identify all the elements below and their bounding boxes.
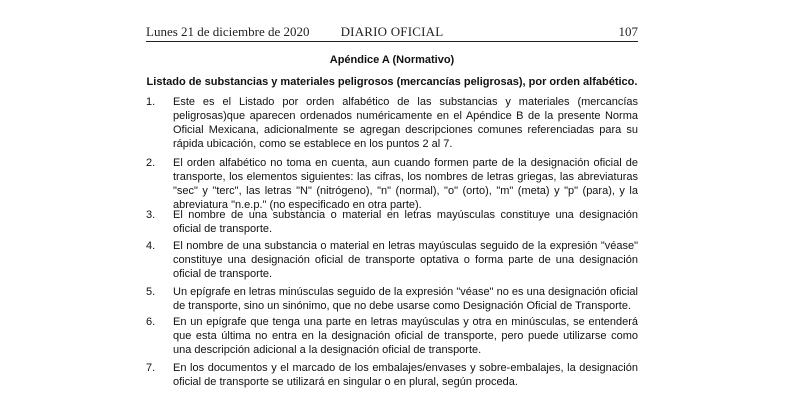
- item-number: 3.: [146, 209, 156, 221]
- item-text: El nombre de una substancia o material en letras mayúsculas constituye una designación oficial de transporte.: [173, 209, 638, 235]
- item-number: 7.: [146, 362, 156, 374]
- header-date: Lunes 21 de diciembre de 2020: [146, 24, 310, 39]
- appendix-subtitle: Listado de substancias y materiales peligrosos (mercancías peligrosas), por orden alfabético.: [146, 76, 638, 88]
- item-text: El nombre de una substancia o material en letras mayúsculas seguido de la expresión "véase" constituye una designación oficial de transporte optativa o forma parte de una designación oficial de transporte.: [173, 240, 638, 280]
- header-publication: DIARIO OFICIAL: [340, 24, 444, 39]
- item-number: 2.: [146, 157, 156, 169]
- header-page-number: 107: [618, 24, 638, 39]
- header-rule: [146, 41, 638, 42]
- item-number: 4.: [146, 240, 156, 252]
- item-number: 5.: [146, 286, 156, 298]
- item-text: El orden alfabético no toma en cuenta, aun cuando formen parte de la designación oficial de transporte, los elementos siguientes: las cifras, los nombres de letras griegas, las abreviaturas "sec" y "terc", las letras "N" (nitrógeno), "n" (normal), "o" (orto), "m" (meta) y "p" (para), y la abreviatura "n.e.p." (no especificado en otra parte).: [173, 157, 638, 211]
- item-number: 1.: [146, 96, 156, 108]
- item-number: 6.: [146, 316, 156, 328]
- page-header: [146, 20, 638, 40]
- appendix-title: Apéndice A (Normativo): [329, 54, 455, 66]
- item-text: Un epígrafe en letras minúsculas seguido de la expresión "véase" no es una designación oficial de transporte, sino un sinónimo, que no debe usarse como Designación Oficial de Transporte.: [173, 286, 638, 312]
- item-text: En los documentos y el marcado de los embalajes/envases y sobre-embalajes, la designación oficial de transporte se utilizará en singular o en plural, según proceda.: [173, 362, 638, 388]
- item-text: En un epígrafe que tenga una parte en letras mayúsculas y otra en minúsculas, se entenderá que esta última no entra en la designación oficial de transporte, pero puede utilizarse como una descripción adicional a la designación oficial de transporte.: [173, 316, 638, 356]
- item-text: Este es el Listado por orden alfabético de las substancias y materiales (mercancías peligrosas)que aparecen ordenados numéricamente en el Apéndice B de la presente Norma Oficial Mexicana, adicionalmente se agregan descripciones comunes referenciadas para su rápida ubicación, como se establece en los puntos 2 al 7.: [173, 96, 638, 150]
